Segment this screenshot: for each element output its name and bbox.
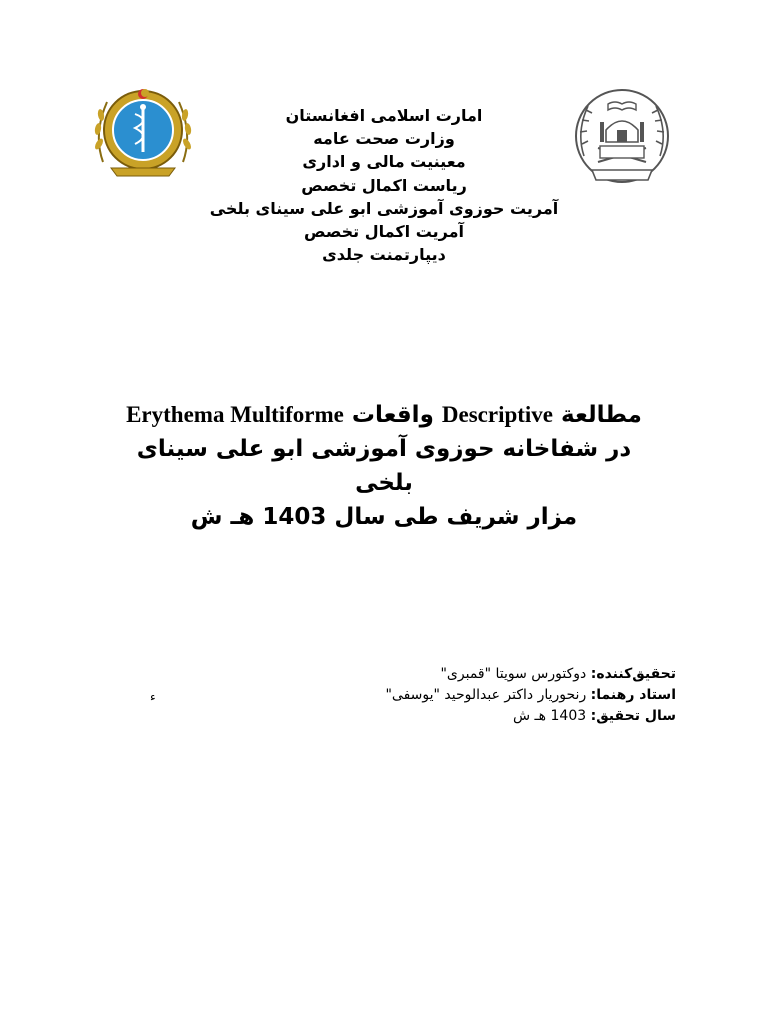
header-line-directorate: ریاست اکمال تخصص xyxy=(301,175,467,195)
year-value: 1403 هـ ش xyxy=(513,708,587,724)
header-line-ministry: وزارت صحت عامه xyxy=(313,129,455,149)
header-line-hospital: آمریت حوزوی آموزشی ابو علی سینای بلخی xyxy=(209,198,559,218)
title-line-4: مزار شریف طی سال 1403 هـ ش xyxy=(190,504,578,530)
year-row xyxy=(300,706,676,727)
research-info xyxy=(300,664,676,727)
year-label: سال تحقیق: xyxy=(590,708,676,724)
header-line-department: دیپارتمنت جلدی xyxy=(322,245,446,265)
supervisor-row xyxy=(300,685,676,706)
title-word-study: مطالعة xyxy=(561,402,642,428)
header-line-emirate: امارت اسلامی افغانستان xyxy=(285,106,483,125)
researcher-value: دوکتورس سویتا "قمبری" xyxy=(440,666,587,682)
header-line-deputy-ministry: معینیت مالی و اداری xyxy=(302,152,466,172)
supervisor-label: استاد رهنما: xyxy=(590,687,676,703)
title-line-1 xyxy=(90,398,678,432)
researcher-label: تحقیق‌کننده: xyxy=(590,666,676,682)
header-line-specialization: آمریت اکمال تخصص xyxy=(304,222,464,242)
header-block xyxy=(150,104,618,266)
researcher-row xyxy=(300,664,676,685)
study-title xyxy=(90,398,678,534)
title-term-descriptive: Descriptive xyxy=(441,402,554,427)
title-line-3: بلخی xyxy=(355,470,413,496)
title-word-cases: واقعات xyxy=(351,402,434,428)
stray-mark: ء xyxy=(150,690,156,704)
title-line-2: در شفاخانه حوزوی آموزشی ابو علی سینای xyxy=(136,436,632,462)
title-term-erythema: Erythema Multiforme xyxy=(126,402,344,427)
supervisor-value: رنحوریار داکتر عبدالوحید "یوسفی" xyxy=(385,687,587,703)
